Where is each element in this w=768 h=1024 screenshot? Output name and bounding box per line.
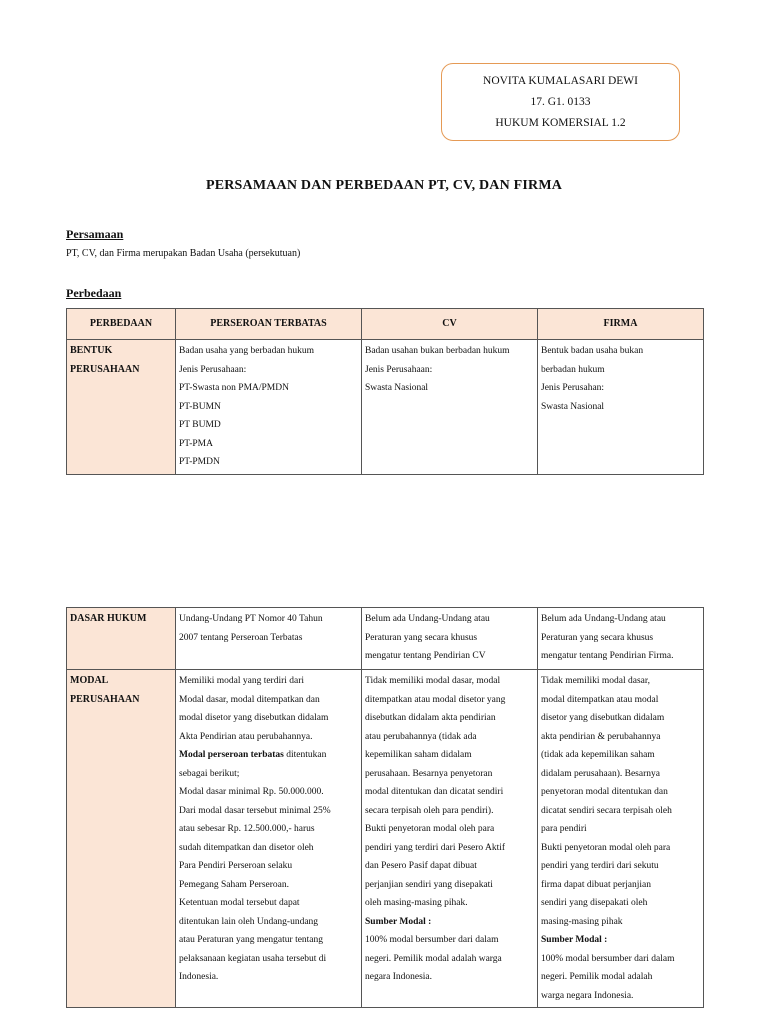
cell-line: Modal dasar minimal Rp. 50.000.000. [179,787,324,797]
cell-line: negeri. Pemilik modal adalah [541,972,653,982]
cell-line: negeri. Pemilik modal adalah warga [365,953,502,964]
cell-line: Indonesia. [179,972,219,982]
cell-line: 100% modal bersumber dari dalam [365,935,499,945]
cell-line: Badan usaha yang berbadan hukum [179,346,315,356]
cell-line: atau sebesar Rp. 12.500.000,- harus [179,824,315,834]
cell-line: Memiliki modal yang terdiri dari [179,676,305,686]
document-title: PERSAMAAN DAN PERBEDAAN PT, CV, DAN FIRMA [205,178,563,193]
row-label-line: PERUSAHAAN [70,363,140,375]
cell-line: Belum ada Undang-Undang atau [365,614,490,624]
cell-line: Bukti penyetoran modal oleh para [365,824,495,834]
table-header-row [67,309,704,340]
cell-line: Peraturan yang secara khusus [541,632,654,643]
cell-line: Para Pendiri Perseroan selaku [179,861,293,871]
cell-line: mengatur tentang Pendirian Firma. [541,651,674,661]
cell-line: sebagai berikut; [179,768,240,779]
cell-line: Dari modal dasar tersebut minimal 25% [179,805,331,816]
cell-line: Peraturan yang secara khusus [365,632,478,643]
cell-line: disetor yang disebutkan didalam [541,713,665,723]
cell-line: secara terpisah oleh para pendiri). [365,805,494,816]
author-name: NOVITA KUMALASARI DEWI [483,74,638,87]
comparison-table-2 [66,607,704,1008]
cell-line: berbadan hukum [541,364,605,375]
perbedaan-heading: Perbedaan [66,286,122,300]
cell-line: atau perubahannya (tidak ada [365,731,477,742]
cell-line: PT BUMD [179,420,221,430]
student-id: 17. G1. 0133 [530,95,591,108]
cell-line: Swasta Nasional [541,401,605,412]
comparison-table-1 [66,308,704,475]
cell-line: Belum ada Undang-Undang atau [541,614,666,624]
author-info-box [441,63,680,141]
cell-line: Bukti penyetoran modal oleh para [541,842,671,853]
cell-line: pendiri yang terdiri dari Pesero Aktif [365,842,506,853]
cell-line: perjanjian sendiri yang disepakati [365,879,493,890]
cell-line: Bentuk badan usaha bukan [541,346,644,356]
persamaan-heading: Persamaan [66,227,124,241]
cell-line: oleh masing-masing pihak. [365,898,468,908]
cell-pt-bentuk [176,340,362,475]
cell-line: Badan usahan bukan berbadan hukum [365,346,510,356]
cell-line: ditentukan lain oleh Undang-undang [179,916,319,927]
table-row-bentuk-perusahaan [67,340,704,475]
cell-line: PT-Swasta non PMA/PMDN [179,383,289,393]
course-name: HUKUM KOMERSIAL 1.2 [495,116,626,129]
bold-text: Modal perseroan terbatas [179,750,284,760]
header-perbedaan: PERBEDAAN [67,309,176,340]
cell-line: Swasta Nasional [365,383,429,393]
cell-firma-modal [538,670,704,1008]
cell-line: Jenis Perusahaan: [179,364,247,375]
cell-line: para pendiri [541,824,587,834]
cell-line: Ketentuan modal tersebut dapat [179,898,300,908]
row-label-dasar-hukum: DASAR HUKUM [67,608,176,670]
cell-line: didalam perusahaan). Besarnya [541,768,660,779]
cell-line: atau Peraturan yang mengatur tentang [179,935,324,945]
row-label-line: PERUSAHAAN [70,693,140,705]
cell-line: modal disetor yang disebutkan didalam [179,713,329,723]
cell-line: dicatat sendiri secara terpisah oleh [541,805,672,816]
cell-line: modal ditempatkan atau modal [541,694,659,705]
header-perseroan-terbatas: PERSEROAN TERBATAS [176,309,362,340]
row-label-line: MODAL [70,675,109,686]
cell-line: akta pendirian & perubahannya [541,731,661,742]
cell-line: Akta Pendirian atau perubahannya. [179,731,313,742]
cell-line: masing-masing pihak [541,916,623,927]
cell-line: Modal dasar, modal ditempatkan dan [179,694,320,705]
cell-line: Jenis Perusahaan: [365,364,433,375]
cell-line: 100% modal bersumber dari dalam [541,953,675,964]
cell-line: ditempatkan atau modal disetor yang [365,694,506,705]
cell-cv-dasar [362,608,538,670]
cell-line: 2007 tentang Perseroan Terbatas [179,632,303,643]
header-cv: CV [362,309,538,340]
cell-line: kepemilikan saham didalam [365,750,472,760]
cell-line: Tidak memiliki modal dasar, [541,676,651,686]
cell-cv-bentuk [362,340,538,475]
cell-pt-dasar [176,608,362,670]
cell-pt-modal [176,670,362,1008]
table-row-modal-perusahaan [67,670,704,1008]
cell-line: PT-PMDN [179,457,220,467]
cell-line: Pemegang Saham Perseroan. [179,879,290,890]
cell-line: disebutkan didalam akta pendirian [365,713,496,723]
cell-line: dan Pesero Pasif dapat dibuat [365,861,477,871]
cell-line: Modal perseroan terbatas ditentukan [179,750,327,760]
cell-line: pelaksanaan kegiatan usaha tersebut di [179,953,327,964]
cell-cv-modal [362,670,538,1008]
cell-line: PT-BUMN [179,401,221,412]
cell-line: Tidak memiliki modal dasar, modal [365,676,501,686]
persamaan-text: PT, CV, dan Firma merupakan Badan Usaha (persekutuan) [66,248,301,259]
cell-line: Undang-Undang PT Nomor 40 Tahun [179,614,323,624]
cell-firma-dasar [538,608,704,670]
cell-line: sudah ditempatkan dan disetor oleh [179,842,314,853]
cell-line: negara Indonesia. [365,972,432,982]
cell-firma-bentuk [538,340,704,475]
cell-line: Sumber Modal : [365,916,432,927]
header-firma: FIRMA [538,309,704,340]
cell-line: firma dapat dibuat perjanjian [541,879,651,890]
cell-line: sendiri yang disepakati oleh [541,898,648,908]
cell-line: modal ditentukan dan dicatat sendiri [365,787,504,797]
cell-line: warga negara Indonesia. [541,990,634,1001]
row-label-line: BENTUK [70,345,113,356]
cell-line: perusahaan. Besarnya penyetoran [365,768,493,779]
cell-line: (tidak ada kepemilikan saham [541,750,655,760]
cell-line: Sumber Modal : [541,935,608,945]
cell-line: penyetoran modal ditentukan dan [541,787,668,797]
cell-line: PT-PMA [179,438,213,449]
cell-line: pendiri yang terdiri dari sekutu [541,861,659,871]
cell-line: Jenis Perusahan: [541,383,605,393]
row-label-bentuk [67,340,176,475]
row-label-modal [67,670,176,1008]
table-row-dasar-hukum [67,608,704,670]
cell-line: mengatur tentang Pendirian CV [365,651,486,661]
